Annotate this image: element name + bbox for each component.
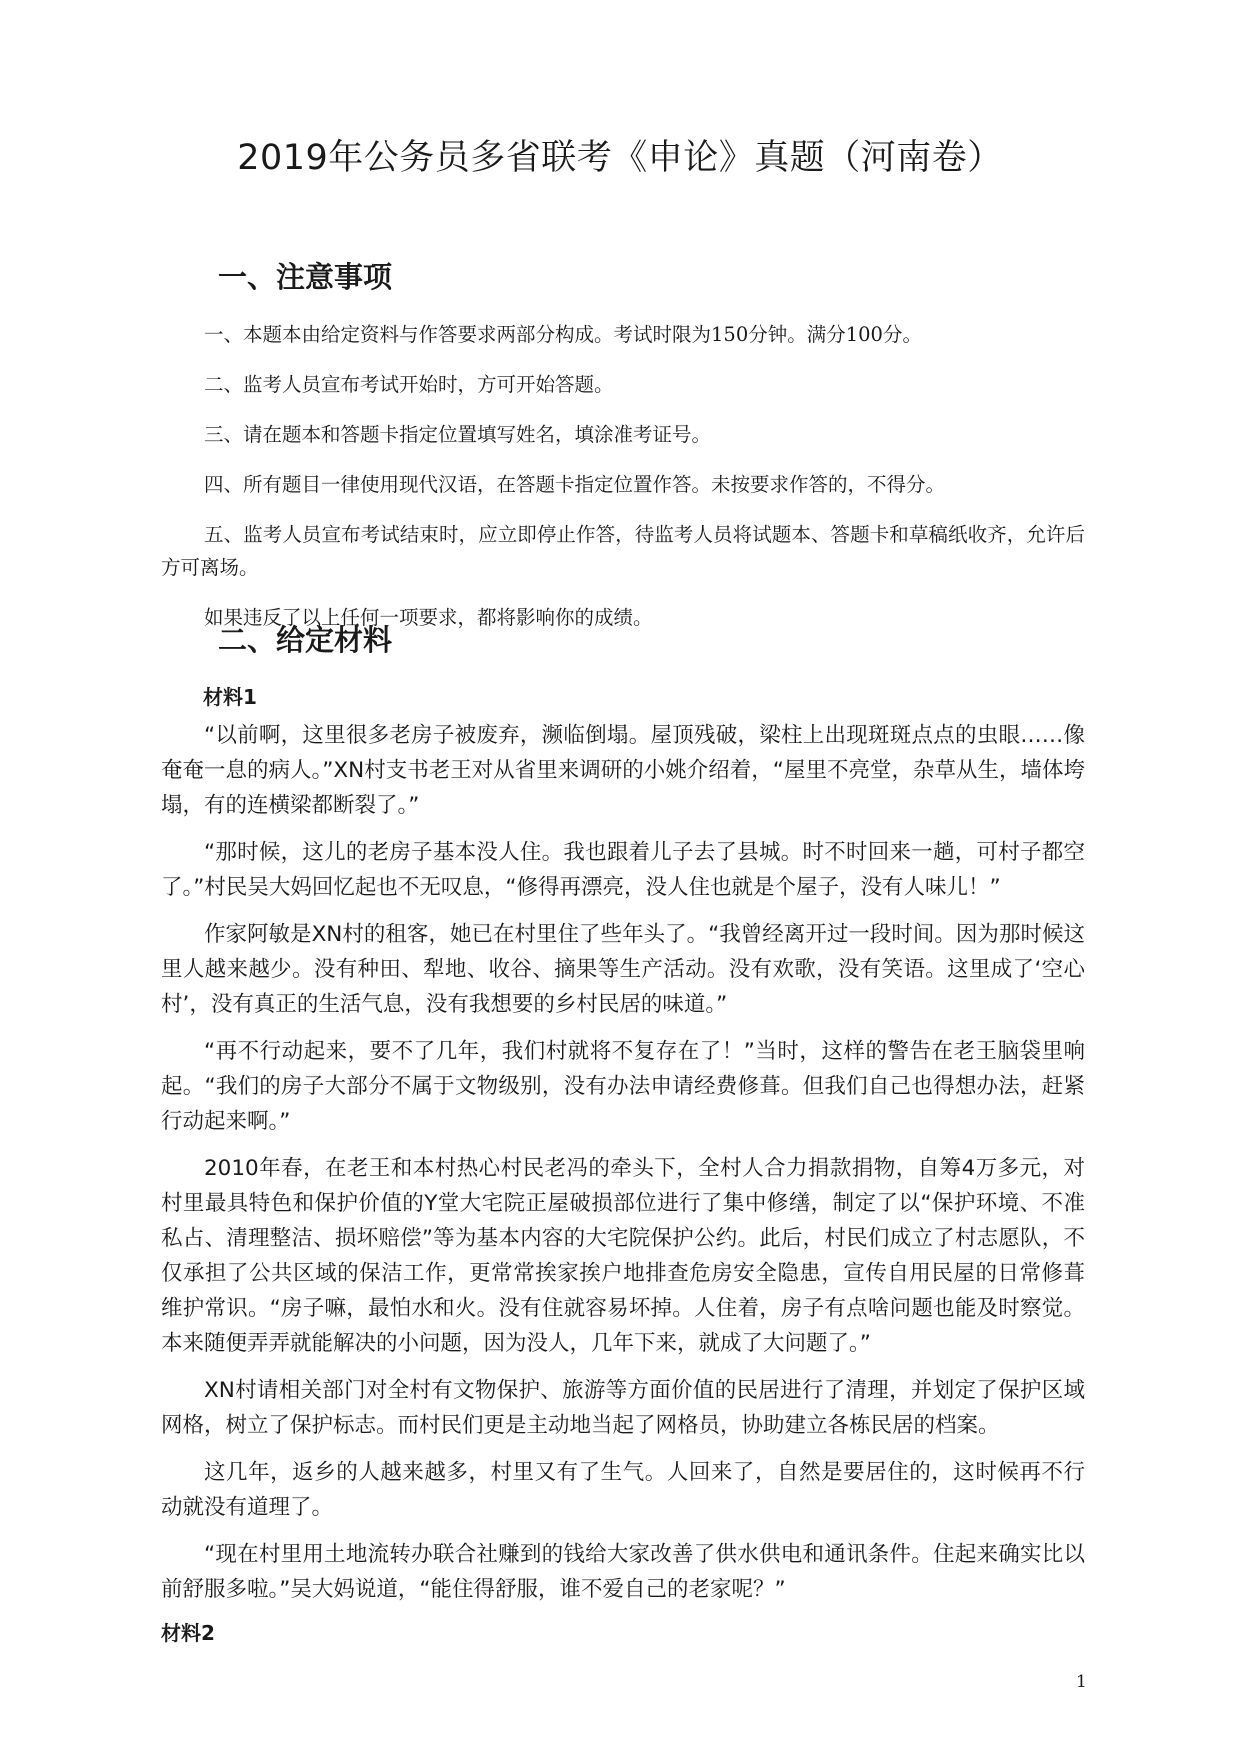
notice-item: 五、监考人员宣布考试结束时，应立即停止作答，待监考人员将试题本、答题卡和草稿纸收齐，允许后方可离场。: [161, 523, 1085, 579]
page-number: 1: [1076, 1672, 1087, 1692]
material-2-label: 材料2: [161, 1621, 215, 1645]
paragraph: “再不行动起来，要不了几年，我们村就将不复存在了！”当时，这样的警告在老王脑袋里响起。“我们的房子大部分不属于文物级别，没有办法申请经费修葺。但我们自己也得想办法，赶紧行动起来啊。”: [161, 1039, 1085, 1134]
notice-item: 如果违反了以上任何一项要求，都将影响你的成绩。: [204, 606, 653, 629]
paragraph: “现在村里用土地流转办联合社赚到的钱给大家改善了供水供电和通讯条件。住起来确实比以前舒服多啦。”吴大妈说道，“能住得舒服，谁不爱自己的老家呢？”: [161, 1542, 1085, 1602]
document-title: 2019年公务员多省联考《申论》真题（河南卷）: [237, 138, 1003, 178]
paragraph: “那时候，这儿的老房子基本没人住。我也跟着儿子去了县城。时不时回来一趟，可村子都空了。”村民吴大妈回忆起也不无叹息，“修得再漂亮，没人住也就是个屋子，没有人味儿！”: [161, 840, 1085, 900]
notice-item: 二、监考人员宣布考试开始时，方可开始答题。: [204, 373, 614, 396]
material-1-label: 材料1: [203, 685, 257, 709]
paragraph: 这几年，返乡的人越来越多，村里又有了生气。人回来了，自然是要居住的，这时候再不行动就没有道理了。: [161, 1460, 1085, 1520]
notice-item: 一、本题本由给定资料与作答要求两部分构成。考试时限为150分钟。满分100分。: [204, 323, 922, 346]
material-1-body: [161, 718, 1085, 1646]
paragraph: 作家阿敏是XN村的租客，她已在村里住了些年头了。“我曾经离开过一段时间。因为那时候这里人越来越少。没有种田、犁地、收谷、摘果等生产活动。没有欢歌，没有笑语。这里成了‘空心村’，没有真正的生活气息，没有我想要的乡村民居的味道。”: [161, 922, 1085, 1017]
notices-list: [161, 318, 1085, 651]
section-heading-notices: 一、注意事项: [218, 260, 393, 294]
section-heading-materials: 二、给定材料: [218, 623, 393, 657]
notice-item: 四、所有题目一律使用现代汉语，在答题卡指定位置作答。未按要求作答的，不得分。: [204, 473, 946, 496]
paragraph: 2010年春，在老王和本村热心村民老冯的牵头下，全村人合力捐款捐物，自筹4万多元，对村里最具特色和保护价值的Y堂大宅院正屋破损部位进行了集中修缮，制定了以“保护环境、不准私占、清理整洁、损坏赔偿”等为基本内容的大宅院保护公约。此后，村民们成立了村志愿队，不仅承担了公共区域的保洁工作，更常常挨家挨户地排查危房安全隐患，宣传自用民屋的日常修葺维护常识。“房子嘛，最怕水和火。没有住就容易坏掉。人住着，房子有点啥问题也能及时察觉。本来随便弄弄就能解决的小问题，因为没人，几年下来，就成了大问题了。”: [161, 1156, 1085, 1356]
notice-item: 三、请在题本和答题卡指定位置填写姓名，填涂准考证号。: [204, 423, 712, 446]
paragraph: “以前啊，这里很多老房子被废弃，濒临倒塌。屋顶残破，梁柱上出现斑斑点点的虫眼……像奄奄一息的病人。”XN村支书老王对从省里来调研的小姚介绍着，“屋里不亮堂，杂草从生，墙体垮塌，有的连横梁都断裂了。”: [161, 723, 1085, 818]
paragraph: XN村请相关部门对全村有文物保护、旅游等方面价值的民居进行了清理，并划定了保护区域网格，树立了保护标志。而村民们更是主动地当起了网格员，协助建立各栋民居的档案。: [161, 1378, 1085, 1438]
